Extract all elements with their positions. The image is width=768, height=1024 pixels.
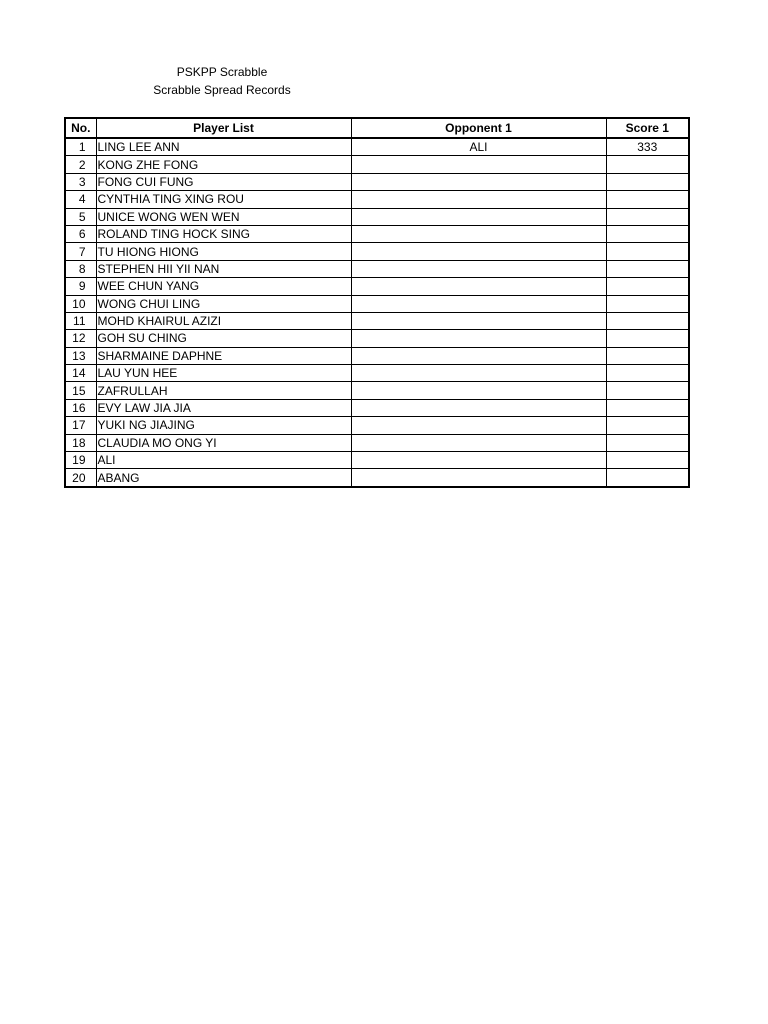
table-row bbox=[65, 365, 689, 382]
score-cell bbox=[606, 295, 689, 312]
table-row bbox=[65, 417, 689, 434]
header-row bbox=[65, 118, 689, 138]
row-number-cell: 13 bbox=[65, 347, 96, 364]
player-name-cell: SHARMAINE DAPHNE bbox=[96, 347, 351, 364]
row-number-cell: 11 bbox=[65, 312, 96, 329]
score-cell: 333 bbox=[606, 138, 689, 156]
opponent-cell bbox=[351, 330, 606, 347]
row-number-cell: 9 bbox=[65, 278, 96, 295]
row-number-cell: 19 bbox=[65, 452, 96, 469]
spread-records-table bbox=[64, 117, 690, 488]
opponent-cell bbox=[351, 347, 606, 364]
player-name-cell: WEE CHUN YANG bbox=[96, 278, 351, 295]
player-name-cell: ROLAND TING HOCK SING bbox=[96, 225, 351, 242]
score-cell bbox=[606, 243, 689, 260]
opponent-cell bbox=[351, 365, 606, 382]
player-name-cell: STEPHEN HII YII NAN bbox=[96, 260, 351, 277]
score-cell bbox=[606, 399, 689, 416]
row-number-cell: 18 bbox=[65, 434, 96, 451]
row-number-cell: 5 bbox=[65, 208, 96, 225]
table-row bbox=[65, 208, 689, 225]
player-name-cell: ABANG bbox=[96, 469, 351, 487]
row-number-cell: 3 bbox=[65, 173, 96, 190]
opponent-cell bbox=[351, 295, 606, 312]
row-number-cell: 6 bbox=[65, 225, 96, 242]
opponent-cell bbox=[351, 452, 606, 469]
score-cell bbox=[606, 434, 689, 451]
player-name-cell: EVY LAW JIA JIA bbox=[96, 399, 351, 416]
row-number-cell: 10 bbox=[65, 295, 96, 312]
row-number-cell: 14 bbox=[65, 365, 96, 382]
table-row bbox=[65, 278, 689, 295]
row-number-cell: 1 bbox=[65, 138, 96, 156]
table-row bbox=[65, 191, 689, 208]
table-row bbox=[65, 156, 689, 173]
table-row bbox=[65, 330, 689, 347]
player-name-cell: CLAUDIA MO ONG YI bbox=[96, 434, 351, 451]
score-cell bbox=[606, 365, 689, 382]
table-row bbox=[65, 312, 689, 329]
table-row bbox=[65, 452, 689, 469]
row-number-cell: 20 bbox=[65, 469, 96, 487]
row-number-cell: 4 bbox=[65, 191, 96, 208]
player-name-cell: LING LEE ANN bbox=[96, 138, 351, 156]
opponent-cell: ALI bbox=[351, 138, 606, 156]
opponent-cell bbox=[351, 417, 606, 434]
table-row bbox=[65, 225, 689, 242]
table-body bbox=[65, 138, 689, 487]
opponent-cell bbox=[351, 399, 606, 416]
page-title: PSKPP Scrabble bbox=[176, 65, 268, 79]
table-row bbox=[65, 295, 689, 312]
opponent-cell bbox=[351, 469, 606, 487]
header-player-list: Player List bbox=[96, 118, 351, 138]
score-cell bbox=[606, 417, 689, 434]
row-number-cell: 7 bbox=[65, 243, 96, 260]
table-row bbox=[65, 399, 689, 416]
table-row bbox=[65, 173, 689, 190]
opponent-cell bbox=[351, 225, 606, 242]
table-row bbox=[65, 243, 689, 260]
table-row bbox=[65, 138, 689, 156]
opponent-cell bbox=[351, 260, 606, 277]
title-block bbox=[122, 64, 322, 99]
score-cell bbox=[606, 382, 689, 399]
player-name-cell: MOHD KHAIRUL AZIZI bbox=[96, 312, 351, 329]
score-cell bbox=[606, 208, 689, 225]
row-number-cell: 17 bbox=[65, 417, 96, 434]
table-row bbox=[65, 260, 689, 277]
row-number-cell: 8 bbox=[65, 260, 96, 277]
score-cell bbox=[606, 260, 689, 277]
score-cell bbox=[606, 173, 689, 190]
score-cell bbox=[606, 469, 689, 487]
row-number-cell: 15 bbox=[65, 382, 96, 399]
table-row bbox=[65, 469, 689, 487]
player-name-cell: LAU YUN HEE bbox=[96, 365, 351, 382]
score-cell bbox=[606, 225, 689, 242]
opponent-cell bbox=[351, 191, 606, 208]
player-name-cell: UNICE WONG WEN WEN bbox=[96, 208, 351, 225]
table-row bbox=[65, 434, 689, 451]
row-number-cell: 12 bbox=[65, 330, 96, 347]
opponent-cell bbox=[351, 382, 606, 399]
score-cell bbox=[606, 452, 689, 469]
page-subtitle: Scrabble Spread Records bbox=[153, 82, 291, 97]
player-name-cell: YUKI NG JIAJING bbox=[96, 417, 351, 434]
header-no: No. bbox=[65, 118, 96, 138]
score-cell bbox=[606, 156, 689, 173]
table-row bbox=[65, 382, 689, 399]
player-name-cell: ZAFRULLAH bbox=[96, 382, 351, 399]
player-name-cell: CYNTHIA TING XING ROU bbox=[96, 191, 351, 208]
score-cell bbox=[606, 330, 689, 347]
opponent-cell bbox=[351, 434, 606, 451]
player-name-cell: FONG CUI FUNG bbox=[96, 173, 351, 190]
opponent-cell bbox=[351, 173, 606, 190]
opponent-cell bbox=[351, 278, 606, 295]
row-number-cell: 16 bbox=[65, 399, 96, 416]
player-name-cell: GOH SU CHING bbox=[96, 330, 351, 347]
player-name-cell: TU HIONG HIONG bbox=[96, 243, 351, 260]
score-cell bbox=[606, 312, 689, 329]
player-name-cell: ALI bbox=[96, 452, 351, 469]
score-cell bbox=[606, 191, 689, 208]
table-row bbox=[65, 347, 689, 364]
row-number-cell: 2 bbox=[65, 156, 96, 173]
player-name-cell: WONG CHUI LING bbox=[96, 295, 351, 312]
player-name-cell: KONG ZHE FONG bbox=[96, 156, 351, 173]
opponent-cell bbox=[351, 208, 606, 225]
header-opponent-1: Opponent 1 bbox=[351, 118, 606, 138]
score-cell bbox=[606, 278, 689, 295]
opponent-cell bbox=[351, 312, 606, 329]
opponent-cell bbox=[351, 156, 606, 173]
score-cell bbox=[606, 347, 689, 364]
header-score-1: Score 1 bbox=[606, 118, 689, 138]
opponent-cell bbox=[351, 243, 606, 260]
